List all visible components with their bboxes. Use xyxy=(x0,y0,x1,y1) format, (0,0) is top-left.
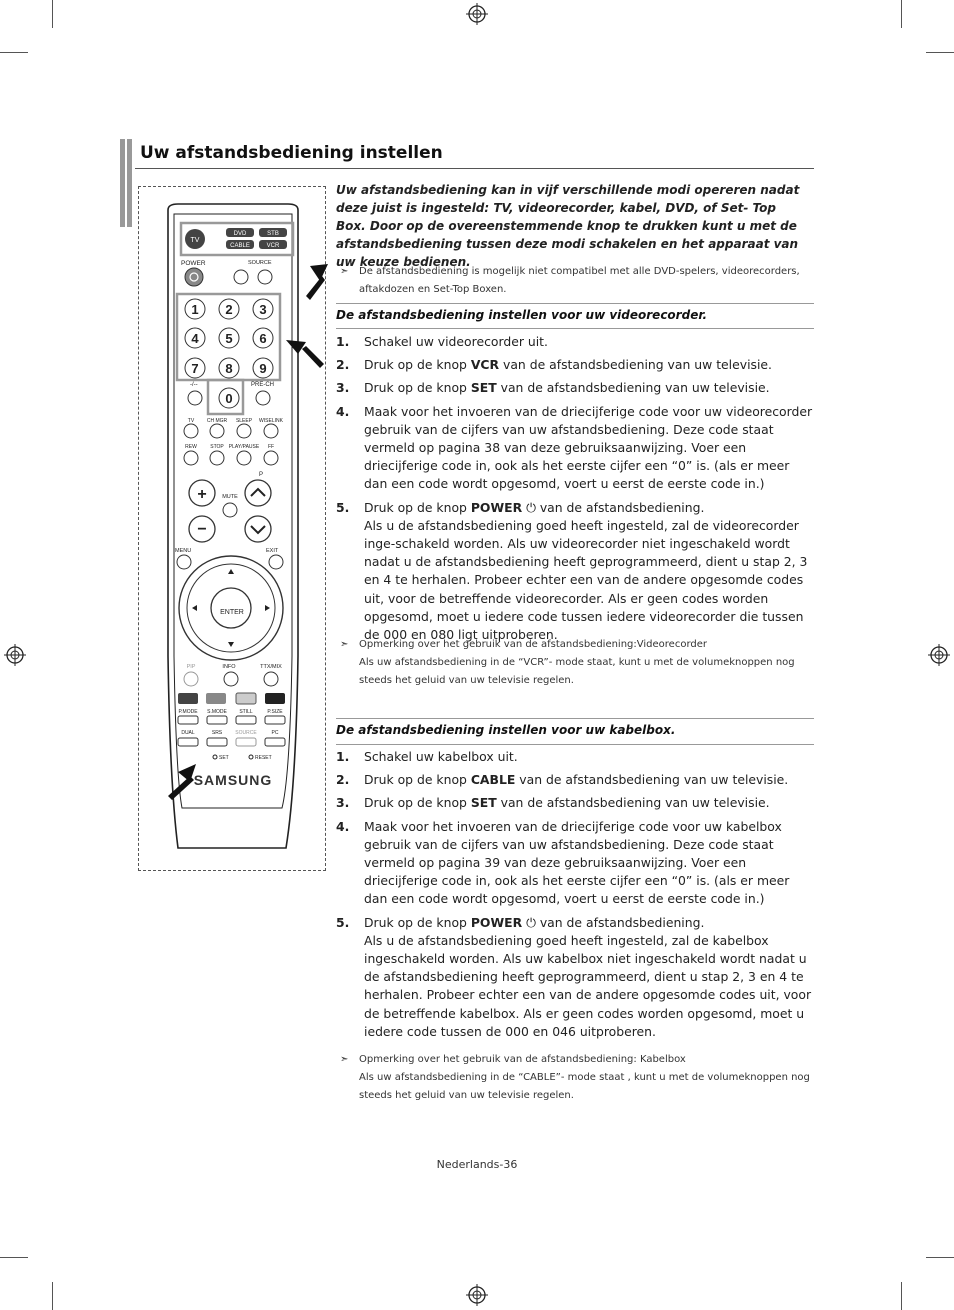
compatibility-note-text: De afstandsbediening is mogelijk niet compatibel met alle DVD-spelers, videorecorders, aftakdozen en Set-Top Boxen. xyxy=(359,266,800,295)
power-icon: ⏻ xyxy=(526,499,536,515)
crop-mark xyxy=(901,1282,902,1310)
list-item: 4. Maak voor het invoeren van de driecijferige code voor uw kabelbox gebruik van de cijfers van uw afstandsbediening. Deze code staat vermeld op pagina 39 van deze gebruiksaanwijzing. Voer een driecijferige code in, ook als het eerste cijfer een “0” is. (als er meer dan een code wordt opgesomd, voert u eerst de eerste code in.) xyxy=(336,818,790,907)
source-button xyxy=(258,270,272,284)
list-item: 4. Maak voor het invoeren van de driecijferige code voor uw videorecorder gebruik van de cijfers van uw afstandsbediening. Deze code staat vermeld op pagina 38 van deze gebruiksaanwijzing. Voer een driecijferige code in, ook als het eerste cijfer een “0” is. (als er meer dan een code wordt opgesomd, voert u eerst de eerste code in.) xyxy=(336,403,813,492)
tv-small-label: TV xyxy=(187,418,195,424)
chmgr-label: CH MGR xyxy=(206,418,228,424)
digit-3: 3 xyxy=(259,302,267,317)
wiselink-label: WISELINK xyxy=(259,418,283,424)
cable-label: CABLE xyxy=(230,243,250,249)
digit-buttons xyxy=(185,299,273,378)
pc-label: PC xyxy=(271,730,279,736)
cable-note: ➣ Opmerking over het gebruik van de afstandsbediening: Kabelbox Als uw afstandsbediening in de “CABLE”- mode staat , kunt u met de volumeknoppen nog steeds het geluid van uw televisie regelen. xyxy=(340,1051,814,1105)
registration-mark-icon xyxy=(4,644,26,666)
p-label: P xyxy=(259,472,264,478)
ff-label: FF xyxy=(267,444,275,450)
registration-mark-icon xyxy=(466,1284,488,1306)
list-item: 5. Druk op de knop POWER ⏻ van de afstandsbediening. Als u de afstandsbediening goed heeft ingesteld, zal de kabelbox ingeschakeld worden. Als uw kabelbox niet ingeschakeld wordt nadat u de afstandsbediening heeft geprogrammeerd, dient u stap 2, 3 en 4 te herhalen. Probeer echter een van de andere opgesomde codes uit, voor de betreffende kabelbox. Als er geen codes worden opgesomd, moet u iedere code tussen de 000 en 046 uitproberen. xyxy=(336,914,812,1039)
svg-text:−: − xyxy=(197,521,207,538)
svg-text:+: + xyxy=(197,486,207,503)
power-icon: ⏻ xyxy=(526,914,536,930)
page-number: Nederlands-36 xyxy=(436,1158,518,1171)
power-button xyxy=(185,268,203,286)
dual-label: DUAL xyxy=(181,730,195,736)
psize-label: P.SIZE xyxy=(267,709,283,715)
still-label: STILL xyxy=(239,709,253,715)
exit-label: EXIT xyxy=(266,548,279,554)
pip-label: PIP xyxy=(186,664,196,670)
digit-7: 7 xyxy=(191,361,199,376)
enter-label: ENTER xyxy=(220,609,244,616)
stb-label: STB xyxy=(267,231,279,237)
section-rule xyxy=(336,328,814,329)
note-arrow-icon: ➣ xyxy=(340,266,349,277)
vcr-steps-list xyxy=(336,333,814,649)
crop-mark xyxy=(0,1257,28,1258)
stop-label: STOP xyxy=(210,444,224,450)
list-item: 1. Schakel uw videorecorder uit. xyxy=(336,334,548,349)
crop-mark xyxy=(0,52,28,53)
mute-label: MUTE xyxy=(222,494,238,500)
section-rule xyxy=(336,718,814,719)
playpause-label: PLAY/PAUSE xyxy=(228,444,260,450)
digit-4: 4 xyxy=(191,331,199,346)
registration-mark-icon xyxy=(466,3,488,25)
digit-0: 0 xyxy=(225,391,233,406)
set-label: SET xyxy=(219,755,229,761)
rew-label: REW xyxy=(185,444,197,450)
header-rule xyxy=(135,168,814,169)
reset-label: RESET xyxy=(255,755,272,761)
crop-mark xyxy=(52,0,53,28)
info-label: INFO xyxy=(222,664,236,670)
crop-mark xyxy=(52,1282,53,1310)
list-item: 5. Druk op de knop POWER ⏻ van de afstandsbediening. Als u de afstandsbediening goed heeft ingesteld, zal de videorecorder inge-schakeld worden. Als uw videorecorder niet ingeschakeld wordt nadat u de afstandsbediening heeft geprogrammeerd, dient u stap 2, 3 en 4 te herhalen. Probeer echter een van de andere opgesomde codes uit, voor de betreffende videorecorder. Als er geen codes worden opgesomd, moet u iedere code tussen iedere videorecorder die tussen de 000 en 080 ligt uitproberen. xyxy=(336,499,808,643)
section-title: Uw afstandsbediening instellen xyxy=(140,143,443,163)
cable-steps-list xyxy=(336,748,814,1046)
header-accent-bar xyxy=(120,139,125,227)
digit-2: 2 xyxy=(225,302,233,317)
header-accent-bar xyxy=(127,139,132,227)
list-item: 2. Druk op de knop CABLE van de afstandsbediening van uw televisie. xyxy=(336,772,789,788)
intro-paragraph: Uw afstandsbediening kan in vijf verschillende modi opereren nadat deze juist is ingesteld: TV, videorecorder, kabel, DVD, of Set- Top Box. Door op de overeenstemmende knop te drukken kunt u met de afstandsbediening tussen deze modi schakelen en het apparaat van uw keuze bedienen. xyxy=(336,183,800,269)
prech-label: PRE-CH xyxy=(251,382,275,388)
digit-1: 1 xyxy=(191,302,199,317)
list-item: 1. Schakel uw kabelbox uit. xyxy=(336,749,518,764)
note-arrow-icon: ➣ xyxy=(340,1054,349,1065)
vcr-section-heading: De afstandsbediening instellen voor uw videorecorder. xyxy=(336,308,708,322)
source-small-label: SOURCE xyxy=(235,730,257,736)
note-arrow-icon: ➣ xyxy=(340,639,349,650)
cable-section-heading: De afstandsbediening instellen voor uw kabelbox. xyxy=(336,723,676,737)
remote-control-illustration xyxy=(138,186,328,872)
digit-8: 8 xyxy=(225,361,233,376)
list-item: 3. Druk op de knop SET van de afstandsbediening van uw televisie. xyxy=(336,380,770,396)
crop-mark xyxy=(901,0,902,28)
list-item: 3. Druk op de knop SET van de afstandsbediening van uw televisie. xyxy=(336,795,770,811)
pmode-label: P.MODE xyxy=(178,709,198,715)
compatibility-note xyxy=(340,263,814,299)
dash-label: -/-- xyxy=(190,382,198,388)
digit-6: 6 xyxy=(259,331,267,346)
tv-mode-label: TV xyxy=(190,237,200,244)
digit-5: 5 xyxy=(225,331,233,346)
smode-label: S.MODE xyxy=(207,709,227,715)
dvd-label: DVD xyxy=(233,231,247,237)
ttxmix-label: TTX/MIX xyxy=(260,664,282,670)
menu-label: MENU xyxy=(175,548,192,554)
crop-mark xyxy=(926,1257,954,1258)
list-item: 2. Druk op de knop VCR van de afstandsbediening van uw televisie. xyxy=(336,357,772,373)
power-label: POWER xyxy=(181,260,206,267)
section-rule xyxy=(336,303,814,304)
brand-logo: SAMSUNG xyxy=(193,772,273,788)
section-rule xyxy=(336,744,814,745)
crop-mark xyxy=(926,52,954,53)
source-label: SOURCE xyxy=(248,260,272,266)
registration-mark-icon xyxy=(928,644,950,666)
vcr-label: VCR xyxy=(266,243,280,249)
digit-9: 9 xyxy=(259,361,267,376)
vcr-note: ➣ Opmerking over het gebruik van de afstandsbediening:Videorecorder Als uw afstandsbediening in de “VCR”- mode staat, kunt u met de volumeknoppen nog steeds het geluid van uw televisie regelen. xyxy=(340,636,814,690)
sleep-label: SLEEP xyxy=(235,418,253,424)
srs-label: SRS xyxy=(211,730,223,736)
